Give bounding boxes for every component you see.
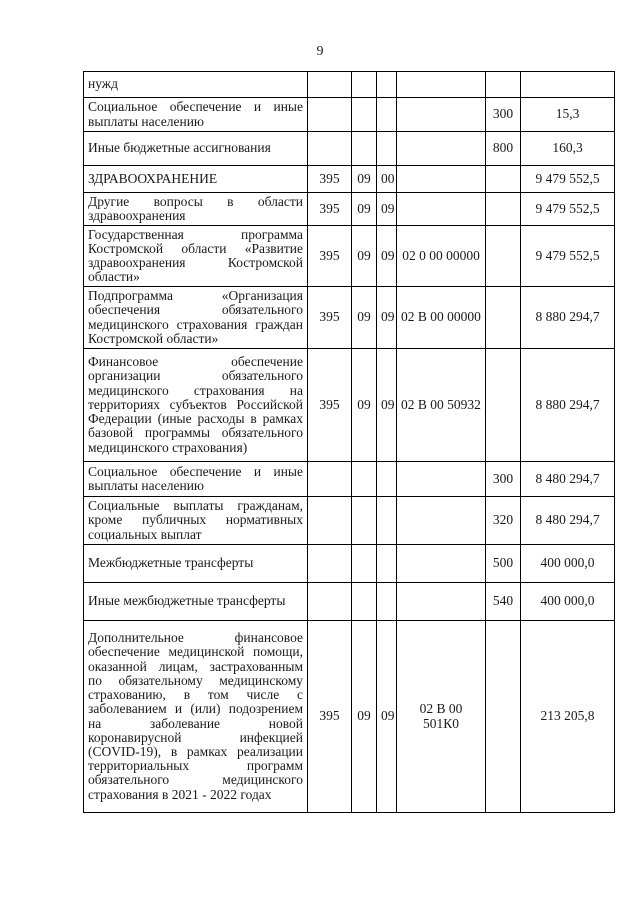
table-row: [84, 287, 615, 349]
row-name: Социальное обеспечение и иные выплаты населению: [84, 98, 308, 132]
row-expense-type: [486, 226, 521, 287]
row-amount: 9 479 552,5: [521, 193, 615, 226]
row-name: Социальные выплаты гражданам, кроме публичных нормативных социальных выплат: [84, 497, 308, 545]
table-row: [84, 226, 615, 287]
row-section-code: [352, 583, 377, 621]
row-name: Финансовое обеспечение организации обязательного медицинского страхования на территориях субъектов Российской Федерации (иные расходы в рамках базовой программы обязательного медицинского страхования): [84, 349, 308, 462]
row-name: Иные межбюджетные трансферты: [84, 583, 308, 621]
row-target-code: 02 В 00 50932: [397, 349, 486, 462]
row-subsection-code: [377, 583, 397, 621]
row-subsection-code: 09: [377, 226, 397, 287]
row-admin-code: [308, 545, 352, 583]
row-target-code: 02 В 00 00000: [397, 287, 486, 349]
row-expense-type: [486, 621, 521, 813]
row-subsection-code: 09: [377, 193, 397, 226]
row-amount: 9 479 552,5: [521, 166, 615, 193]
row-name: нужд: [84, 72, 308, 98]
row-section-code: [352, 98, 377, 132]
row-expense-type: [486, 349, 521, 462]
row-amount: 400 000,0: [521, 583, 615, 621]
row-amount: 8 880 294,7: [521, 287, 615, 349]
table-row: [84, 193, 615, 226]
table-row: [84, 72, 615, 98]
row-target-code: [397, 583, 486, 621]
row-section-code: [352, 462, 377, 497]
row-target-code: [397, 193, 486, 226]
row-amount: 160,3: [521, 132, 615, 166]
row-target-code: [397, 166, 486, 193]
row-subsection-code: 09: [377, 621, 397, 813]
row-subsection-code: [377, 462, 397, 497]
row-amount: 9 479 552,5: [521, 226, 615, 287]
row-subsection-code: [377, 72, 397, 98]
row-admin-code: [308, 462, 352, 497]
row-expense-type: [486, 72, 521, 98]
row-target-code: [397, 462, 486, 497]
row-target-code: [397, 132, 486, 166]
budget-table: [83, 71, 615, 813]
row-expense-type: 800: [486, 132, 521, 166]
row-target-code: [397, 72, 486, 98]
row-subsection-code: 09: [377, 349, 397, 462]
row-section-code: 09: [352, 193, 377, 226]
row-amount: 8 480 294,7: [521, 497, 615, 545]
row-section-code: 09: [352, 287, 377, 349]
row-expense-type: [486, 166, 521, 193]
table-row: [84, 545, 615, 583]
row-amount: 213 205,8: [521, 621, 615, 813]
table-row: [84, 621, 615, 813]
row-amount: 8 480 294,7: [521, 462, 615, 497]
row-admin-code: [308, 98, 352, 132]
row-expense-type: 300: [486, 98, 521, 132]
row-subsection-code: [377, 98, 397, 132]
row-target-code: 02 В 00 501К0: [397, 621, 486, 813]
row-admin-code: 395: [308, 621, 352, 813]
row-name: Социальное обеспечение и иные выплаты населению: [84, 462, 308, 497]
row-expense-type: [486, 193, 521, 226]
row-admin-code: [308, 72, 352, 98]
row-subsection-code: 09: [377, 287, 397, 349]
row-target-code: [397, 497, 486, 545]
table-row: [84, 98, 615, 132]
row-name: Другие вопросы в области здравоохранения: [84, 193, 308, 226]
row-name: ЗДРАВООХРАНЕНИЕ: [84, 166, 308, 193]
row-admin-code: 395: [308, 287, 352, 349]
row-admin-code: 395: [308, 226, 352, 287]
row-subsection-code: [377, 497, 397, 545]
table-row: [84, 132, 615, 166]
page-number: 9: [316, 44, 324, 59]
row-subsection-code: 00: [377, 166, 397, 193]
row-admin-code: [308, 583, 352, 621]
row-name: Иные бюджетные ассигнования: [84, 132, 308, 166]
row-expense-type: 300: [486, 462, 521, 497]
row-admin-code: [308, 497, 352, 545]
row-name: Межбюджетные трансферты: [84, 545, 308, 583]
row-section-code: 09: [352, 226, 377, 287]
budget-table-body: [84, 72, 615, 813]
row-admin-code: 395: [308, 349, 352, 462]
row-admin-code: 395: [308, 166, 352, 193]
row-section-code: 09: [352, 349, 377, 462]
row-admin-code: [308, 132, 352, 166]
row-amount: 8 880 294,7: [521, 349, 615, 462]
row-name: Подпрограмма «Организация обеспечения обязательного медицинского страхования граждан Костромской области»: [84, 287, 308, 349]
row-target-code: [397, 545, 486, 583]
row-amount: 15,3: [521, 98, 615, 132]
row-subsection-code: [377, 545, 397, 583]
table-row: [84, 583, 615, 621]
table-row: [84, 349, 615, 462]
row-section-code: [352, 545, 377, 583]
row-section-code: [352, 497, 377, 545]
row-expense-type: [486, 287, 521, 349]
row-target-code: [397, 98, 486, 132]
row-amount: [521, 72, 615, 98]
row-name: Государственная программа Костромской области «Развитие здравоохранения Костромской области»: [84, 226, 308, 287]
row-expense-type: 540: [486, 583, 521, 621]
row-section-code: 09: [352, 621, 377, 813]
row-section-code: 09: [352, 166, 377, 193]
table-row: [84, 166, 615, 193]
row-admin-code: 395: [308, 193, 352, 226]
table-row: [84, 497, 615, 545]
row-target-code: 02 0 00 00000: [397, 226, 486, 287]
row-subsection-code: [377, 132, 397, 166]
row-expense-type: 500: [486, 545, 521, 583]
table-row: [84, 462, 615, 497]
row-amount: 400 000,0: [521, 545, 615, 583]
row-name: Дополнительное финансовое обеспечение медицинской помощи, оказанной лицам, застрахованным по обязательному медицинскому страхованию, в том числе с заболеванием и (или) подозрением на заболевание новой коронавирусной инфекцией (COVID-19), в рамках реализации территориальных программ обязательного медицинского страхования в 2021 - 2022 годах: [84, 621, 308, 813]
row-expense-type: 320: [486, 497, 521, 545]
row-section-code: [352, 132, 377, 166]
row-section-code: [352, 72, 377, 98]
